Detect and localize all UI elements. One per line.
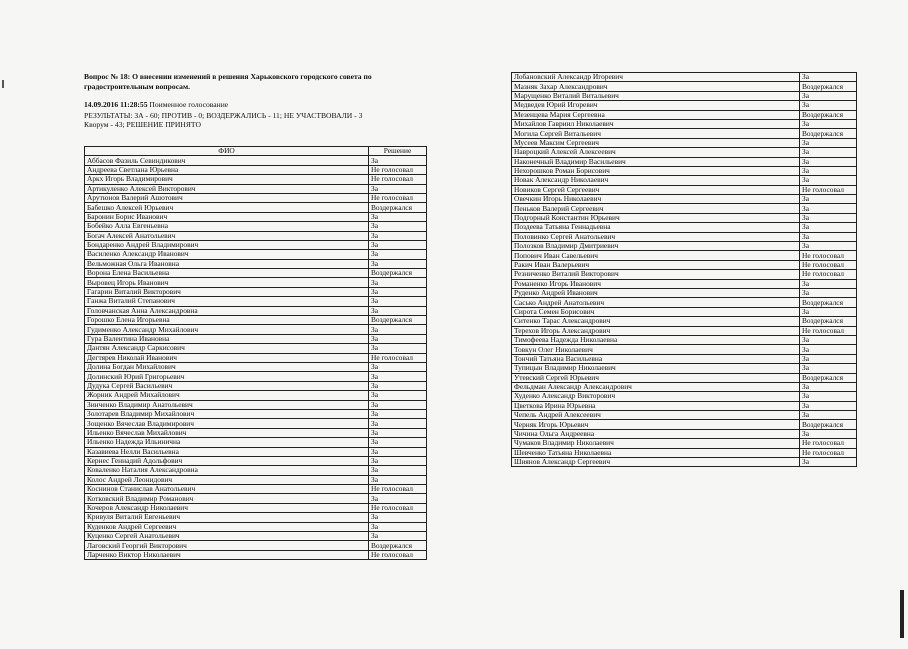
vote-decision: За [800,73,857,82]
vote-decision: За [369,250,427,259]
vote-decision: Воздержался [800,420,857,429]
vote-decision: Не голосовал [800,270,857,279]
deputy-name: Бобейко Алла Евгеньевна [85,222,369,231]
vote-decision: Не голосовал [800,251,857,260]
table-row [512,204,857,213]
deputy-name: Жорник Андрей Михайлович [85,391,369,400]
deputy-name: Шевченко Татьяна Николаевна [512,448,800,457]
deputy-name: Ганжа Виталий Степанович [85,297,369,306]
table-row [512,232,857,241]
table-row [85,419,427,428]
deputy-name: Тимофеева Надежда Николаевна [512,335,800,344]
vote-decision: За [369,259,427,268]
vote-timestamp: 14.09.2016 11:28:55 [84,100,148,109]
table-row [85,193,427,202]
table-row [512,307,857,316]
column-header-decision: Решение [369,147,427,156]
vote-decision: За [369,391,427,400]
vote-table-left [84,146,427,560]
vote-decision: Не голосовал [369,175,427,184]
table-row [85,475,427,484]
deputy-name: Могила Сергей Витальевич [512,129,800,138]
vote-decision: Воздержался [369,541,427,550]
table-row [512,101,857,110]
table-row [85,165,427,174]
vote-decision: За [800,91,857,100]
vote-decision: За [800,232,857,241]
vote-decision: За [369,362,427,371]
table-row [85,297,427,306]
vote-decision: За [369,456,427,465]
deputy-name: Половинко Сергей Анатольевич [512,232,800,241]
vote-decision: За [369,428,427,437]
table-row [85,334,427,343]
deputy-name: Мусеев Максим Сергеевич [512,138,800,147]
deputy-name: Бондаренко Андрей Владимирович [85,240,369,249]
table-row [512,345,857,354]
deputy-name: Коваленко Наталия Александровна [85,466,369,475]
deputy-name: Кочеров Александр Николаевич [85,503,369,512]
deputy-name: Сирота Семен Борисович [512,307,800,316]
vote-decision: За [800,382,857,391]
vote-decision: За [800,392,857,401]
vote-decision: Не голосовал [369,485,427,494]
vote-decision: За [369,447,427,456]
vote-decision: За [369,231,427,240]
deputy-name: Чепель Андрей Алексеевич [512,411,800,420]
deputy-name: Новиков Сергей Сергеевич [512,185,800,194]
deputy-name: Лаговский Георгий Викторович [85,541,369,550]
vote-decision: За [369,222,427,231]
vote-decision: За [800,166,857,175]
vote-decision: За [369,409,427,418]
vote-decision: Не голосовал [800,326,857,335]
table-row [512,91,857,100]
deputy-name: Гагарин Виталий Викторович [85,287,369,296]
deputy-name: Худенко Александр Викторович [512,392,800,401]
table-row [85,503,427,512]
vote-decision: За [369,419,427,428]
vote-decision: За [800,279,857,288]
table-row [512,326,857,335]
table-row [85,522,427,531]
vote-decision: За [800,223,857,232]
table-row [512,110,857,119]
vote-decision: За [369,400,427,409]
table-row [512,251,857,260]
table-row [512,429,857,438]
vote-decision: За [800,288,857,297]
table-row [85,438,427,447]
vote-decision: Не голосовал [369,193,427,202]
deputy-name: Марущенко Виталий Витальевич [512,91,800,100]
deputy-name: Сасько Андрей Анатольевич [512,298,800,307]
vote-decision: Не голосовал [800,448,857,457]
table-row [512,411,857,420]
vote-decision: Не голосовал [800,260,857,269]
vote-decision: За [369,522,427,531]
vote-decision: За [369,306,427,315]
table-row [512,298,857,307]
vote-decision: За [369,334,427,343]
vote-decision: За [369,287,427,296]
deputy-name: Шиянов Александр Сергеевич [512,458,800,467]
table-row [512,129,857,138]
vote-decision: За [369,532,427,541]
deputy-name: Фельдман Александр Александрович [512,382,800,391]
deputy-name: Аббасов Фазиль Севиндикович [85,156,369,165]
vote-decision: За [369,325,427,334]
table-row [85,222,427,231]
table-row [85,212,427,221]
deputy-name: Чумаков Владимир Николаевич [512,439,800,448]
table-row [512,242,857,251]
vote-decision: Воздержался [800,298,857,307]
table-row [512,364,857,373]
table-row [85,306,427,315]
table-row [512,176,857,185]
vote-decision: За [800,195,857,204]
deputy-name: Наконечный Владимир Васильевич [512,157,800,166]
deputy-name: Подгорный Константин Юрьевич [512,213,800,222]
deputy-name: Романенко Игорь Иванович [512,279,800,288]
vote-decision: За [369,494,427,503]
deputy-name: Мазняк Захар Александрович [512,82,800,91]
deputy-name: Ильенко Надежда Ильинична [85,438,369,447]
deputy-name: Гура Валентина Ивановна [85,334,369,343]
deputy-name: Черняк Игорь Юрьевич [512,420,800,429]
table-row [512,119,857,128]
deputy-name: Терехов Игорь Александрович [512,326,800,335]
table-row [512,138,857,147]
question-title: Вопрос № 18: О внесении изменений в решения Харьковского городского совета по градостроительным вопросам. [84,72,372,91]
vote-decision: За [800,148,857,157]
vote-decision: Не голосовал [369,550,427,559]
table-row [85,250,427,259]
deputy-name: Навроцкий Алексей Алексеевич [512,148,800,157]
vote-decision: За [369,381,427,390]
deputy-name: Чичина Ольга Андреевна [512,429,800,438]
vote-header [84,72,429,130]
vote-decision: За [800,204,857,213]
vote-decision: За [369,297,427,306]
deputy-name: Долинский Юрий Григорьевич [85,372,369,381]
deputy-name: Руденко Андрей Иванович [512,288,800,297]
table-row [85,447,427,456]
table-row [85,231,427,240]
deputy-name: Кривуля Виталий Евгеньевич [85,513,369,522]
table-row [512,288,857,297]
table-row [85,466,427,475]
deputy-name: Цветкова Ирина Юрьевна [512,401,800,410]
vote-decision: Не голосовал [369,503,427,512]
vote-decision: За [800,157,857,166]
table-row [85,541,427,550]
deputy-name: Тупицын Владимир Николаевич [512,364,800,373]
deputy-name: Ворона Елена Васильевна [85,269,369,278]
table-row [512,373,857,382]
deputy-name: Артикуленко Алексей Викторович [85,184,369,193]
table-row [512,317,857,326]
table-row [85,316,427,325]
table-row [85,203,427,212]
vote-decision: За [800,138,857,147]
table-row [85,494,427,503]
deputy-name: Овечкин Игорь Николаевич [512,195,800,204]
deputy-name: Гудименко Александр Михайлович [85,325,369,334]
deputy-name: Выровец Игорь Иванович [85,278,369,287]
deputy-name: Долина Богдан Михайлович [85,362,369,371]
vote-decision: Не голосовал [800,439,857,448]
vote-table-right [511,72,857,467]
table-row [85,400,427,409]
table-row [85,409,427,418]
table-row [85,428,427,437]
deputy-name: Утевский Сергей Юрьевич [512,373,800,382]
deputy-name: Ильенко Вячеслав Михайлович [85,428,369,437]
vote-decision: За [369,278,427,287]
deputy-name: Василенко Александр Иванович [85,250,369,259]
table-row [512,223,857,232]
table-row [85,287,427,296]
vote-decision: За [369,240,427,249]
deputy-name: Куденков Андрей Сергеевич [85,522,369,531]
quorum-line: Кворум - 43; РЕШЕНИЕ ПРИНЯТО [84,120,201,129]
vote-decision: Не голосовал [369,353,427,362]
vote-decision: Воздержался [800,82,857,91]
vote-decision: За [800,364,857,373]
table-row [85,550,427,559]
deputy-name: Новак Александр Николаевич [512,176,800,185]
deputy-name: Ракич Иван Валерьевич [512,260,800,269]
table-row [85,240,427,249]
table-row [85,381,427,390]
vote-decision: За [800,401,857,410]
vote-decision: За [369,344,427,353]
deputy-name: Баронин Борис Иванович [85,212,369,221]
deputy-name: Ситенко Тарас Александрович [512,317,800,326]
vote-decision: За [369,475,427,484]
vote-decision: За [800,119,857,128]
deputy-name: Михайлов Гавриил Николаевич [512,119,800,128]
deputy-name: Ларченко Виктор Николаевич [85,550,369,559]
vote-decision: За [369,513,427,522]
vote-decision: За [800,335,857,344]
table-header-row [85,147,427,156]
deputy-name: Дегтярев Николай Иванович [85,353,369,362]
table-row [512,157,857,166]
table-row [512,73,857,82]
deputy-name: Колос Андрей Леонидович [85,475,369,484]
table-row [85,513,427,522]
vote-decision: Не голосовал [800,185,857,194]
table-row [512,148,857,157]
vote-decision: За [800,411,857,420]
vote-decision: За [369,212,427,221]
deputy-name: Бабешко Алексей Юрьевич [85,203,369,212]
deputy-name: Попович Иван Савельевич [512,251,800,260]
table-row [85,156,427,165]
table-row [85,325,427,334]
table-row [512,185,857,194]
deputy-name: Нехорошков Роман Борисович [512,166,800,175]
vote-timestamp-line [84,100,429,110]
results-line: РЕЗУЛЬТАТЫ: ЗА - 60; ПРОТИВ - 0; ВОЗДЕРЖАЛИСЬ - 11; НЕ УЧАСТВОВАЛИ - 3 [84,110,363,120]
deputy-name: Лобановский Александр Игоревич [512,73,800,82]
vote-decision: За [369,372,427,381]
vote-decision: За [800,354,857,363]
vote-decision: Воздержался [369,269,427,278]
table-row [85,372,427,381]
deputy-name: Аркх Игорь Владимирович [85,175,369,184]
deputy-name: Арутюнов Валерий Ашотович [85,193,369,202]
scan-edge-mark-left [2,80,4,88]
table-row [512,166,857,175]
deputy-name: Куценко Сергей Анатольевич [85,532,369,541]
deputy-name: Андреева Светлана Юрьевна [85,165,369,174]
vote-type: Поименное голосование [149,100,229,109]
table-row [512,420,857,429]
deputy-name: Товкун Олег Николаевич [512,345,800,354]
table-row [85,269,427,278]
deputy-name: Поздеева Татьяна Геннадьевна [512,223,800,232]
deputy-name: Коснинов Станислав Анатольевич [85,485,369,494]
vote-decision: За [800,345,857,354]
table-row [85,485,427,494]
deputy-name: Полозков Владимир Дмитриевич [512,242,800,251]
deputy-name: Зощенко Вячеслав Владимирович [85,419,369,428]
vote-decision: Воздержался [800,317,857,326]
table-row [512,213,857,222]
deputy-name: Казавиева Нелли Васильевна [85,447,369,456]
vote-decision: Воздержался [369,203,427,212]
vote-decision: Воздержался [800,110,857,119]
vote-decision: Воздержался [800,129,857,138]
deputy-name: Золотарев Владимир Михайлович [85,409,369,418]
scan-edge-mark [900,590,904,638]
vote-decision: За [800,176,857,185]
table-row [512,354,857,363]
table-row [512,439,857,448]
deputy-name: Кернес Геннадий Адольфович [85,456,369,465]
table-row [85,344,427,353]
table-row [512,392,857,401]
vote-decision: За [800,458,857,467]
table-row [512,335,857,344]
vote-decision: За [369,438,427,447]
table-row [512,401,857,410]
table-row [512,260,857,269]
deputy-name: Мезенцева Мария Сергеевна [512,110,800,119]
vote-decision: За [800,429,857,438]
deputy-name: Головчанская Анна Александровна [85,306,369,315]
table-row [512,82,857,91]
deputy-name: Резниченко Виталий Викторович [512,270,800,279]
table-row [512,448,857,457]
deputy-name: Горошко Елена Игорьевна [85,316,369,325]
table-row [85,184,427,193]
table-row [85,259,427,268]
deputy-name: Дудука Сергей Васильевич [85,381,369,390]
vote-decision: Не голосовал [369,165,427,174]
deputy-name: Тончий Татьяна Васильевна [512,354,800,363]
table-row [512,195,857,204]
table-row [85,362,427,371]
vote-decision: За [800,307,857,316]
vote-decision: За [369,184,427,193]
deputy-name: Дантян Александр Саркисович [85,344,369,353]
table-row [85,532,427,541]
vote-decision: За [369,466,427,475]
deputy-name: Зинченко Владимир Анатольевич [85,400,369,409]
vote-decision: Воздержался [800,373,857,382]
deputy-name: Котковский Владимир Романович [85,494,369,503]
deputy-name: Богач Алексей Анатольевич [85,231,369,240]
vote-decision: За [800,242,857,251]
table-row [85,456,427,465]
table-row [85,175,427,184]
table-row [512,382,857,391]
table-row [512,458,857,467]
deputy-name: Пеньков Валерий Сергеевич [512,204,800,213]
column-header-name: ФИО [85,147,369,156]
table-row [85,391,427,400]
vote-decision: За [800,101,857,110]
table-row [85,278,427,287]
vote-decision: За [369,156,427,165]
deputy-name: Вельможная Ольга Ивановна [85,259,369,268]
table-row [512,279,857,288]
deputy-name: Медведев Юрий Игоревич [512,101,800,110]
vote-decision: За [800,213,857,222]
table-row [85,353,427,362]
vote-decision: Воздержался [369,316,427,325]
table-row [512,270,857,279]
